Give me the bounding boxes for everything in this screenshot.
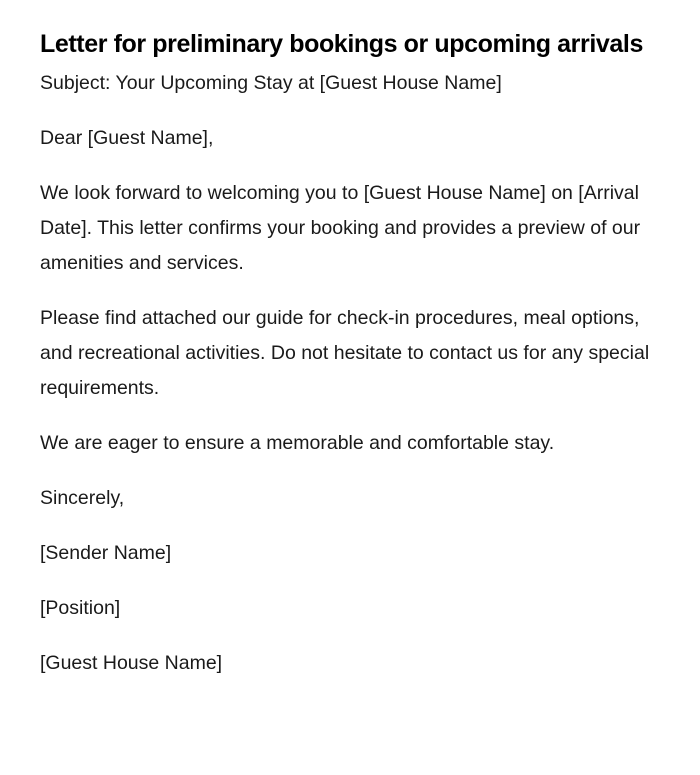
sender-position: [Position] xyxy=(40,597,121,619)
greeting: Dear [Guest Name], xyxy=(40,127,214,149)
document-title: Letter for preliminary bookings or upcoming arrivals xyxy=(40,30,643,58)
body-paragraph: Please find attached our guide for check-in procedures, meal options, and recreational activities. Do not hesitate to contact us for any special requirements. xyxy=(40,307,650,399)
guest-house-name: [Guest House Name] xyxy=(40,652,223,674)
body-paragraph: We look forward to welcoming you to [Guest House Name] on [Arrival Date]. This letter confirms your booking and provides a preview of our amenities and services. xyxy=(40,182,641,274)
body-paragraph: We are eager to ensure a memorable and comfortable stay. xyxy=(40,432,555,454)
subject-line: Subject: Your Upcoming Stay at [Guest House Name] xyxy=(40,72,502,94)
closing: Sincerely, xyxy=(40,487,125,509)
sender-name: [Sender Name] xyxy=(40,542,172,564)
